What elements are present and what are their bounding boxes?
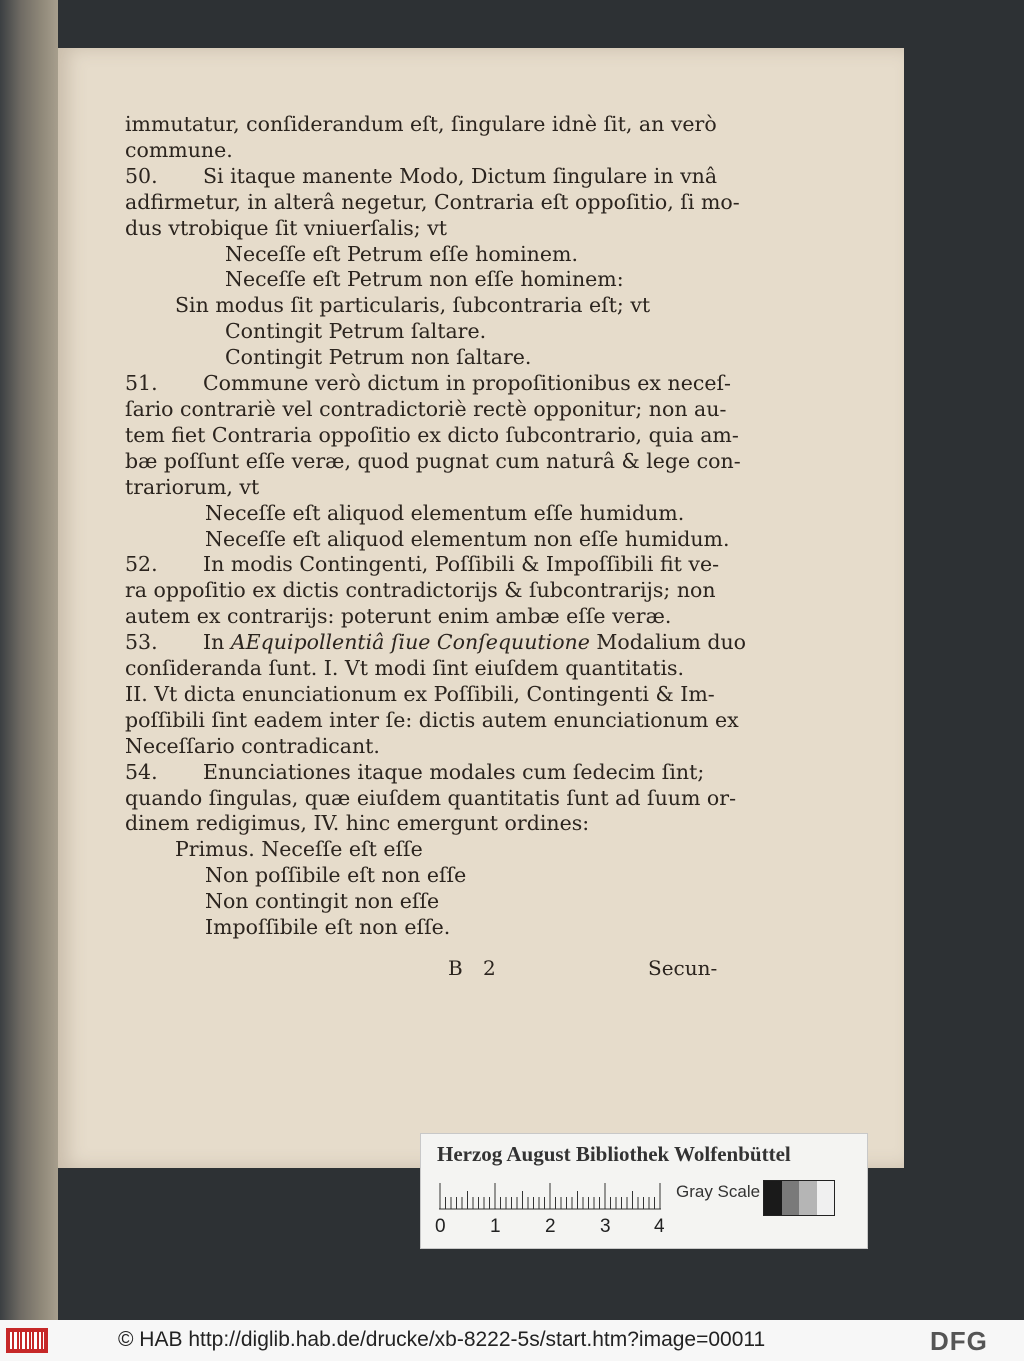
- text-line: [125, 863, 725, 889]
- line-text: II. Vt dicta enunciationum ex Poſſibili, Contingenti & Im-: [125, 681, 715, 706]
- line-text: conſideranda ſunt. I. Vt modi ſint eiuſdem quantitatis.: [125, 656, 685, 681]
- line-text: Contingit Petrum ſaltare.: [225, 319, 487, 344]
- text-line: [125, 448, 741, 475]
- line-text: Non poſſibile eſt non eſſe: [205, 863, 467, 888]
- line-text: Neceſſe eſt aliquod elementum non eſſe humidum.: [205, 526, 730, 551]
- line-text: immutatur, conſiderandum eſt, ſingulare idnè ſit, an verò: [125, 112, 717, 136]
- line-text: quando ſingulas, quæ eiuſdem quantitatis ſunt ad ſuum or-: [125, 785, 736, 810]
- footer-bar: [0, 1320, 1024, 1361]
- text-line: [125, 630, 747, 656]
- dfg-logo: DFG: [930, 1326, 988, 1356]
- text-line: [125, 682, 725, 708]
- paragraph-number: 50.: [125, 163, 158, 188]
- ruler-scale: [439, 1182, 661, 1210]
- line-text: trariorum, vt: [125, 474, 260, 499]
- text-line: [125, 889, 725, 915]
- text-line: [125, 371, 731, 397]
- paragraph-number: 53.: [125, 630, 158, 655]
- paragraph-number: 52.: [125, 552, 158, 577]
- gray-scale-swatches: [763, 1180, 835, 1216]
- text-line: [125, 837, 725, 863]
- text-line: [125, 397, 725, 423]
- text-line: [125, 422, 739, 449]
- line-text: adfirmetur, in alterâ negetur, Contraria eſt oppoſitio, ſi mo-: [125, 189, 740, 214]
- text-line: [125, 552, 725, 578]
- text-line: [125, 578, 725, 604]
- gray-scale-label: Gray Scale: [676, 1182, 761, 1201]
- text-line: [125, 138, 725, 164]
- text-line: [125, 656, 725, 682]
- color-target-card: [420, 1133, 868, 1249]
- gray-swatch: [764, 1181, 782, 1215]
- text-line: [125, 707, 739, 734]
- ruler-label-4: 4: [654, 1216, 665, 1237]
- text-line: [125, 189, 740, 216]
- line-text: poſſibili ſint eadem inter ſe: dictis autem enunciationum ex: [125, 707, 739, 732]
- line-text: autem ex contrarijs: poterunt enim ambæ eſſe veræ.: [125, 604, 672, 629]
- paragraph-number: 51.: [125, 371, 158, 396]
- library-name: Herzog August Bibliothek Wolfenbüttel: [437, 1142, 791, 1166]
- line-text: tem fiet Contraria oppoſitio ex dicto ſubcontrario, quia am-: [125, 422, 739, 447]
- line-text: Neceſſe eſt Petrum eſſe hominem.: [225, 241, 578, 266]
- text-line: [125, 293, 725, 319]
- text-line: [125, 216, 725, 242]
- line-text: In: [203, 630, 231, 655]
- line-text: ſario contrariè vel contradictoriè rectè opponitur; non au-: [125, 396, 727, 421]
- text-line: [125, 604, 725, 630]
- gray-swatch: [782, 1181, 800, 1215]
- line-text: Si itaque manente Modo, Dictum ſingulare in vnâ: [203, 163, 718, 188]
- line-text: Neceſſe eſt aliquod elementum eſſe humidum.: [205, 500, 685, 525]
- line-text: Modalium duo: [589, 630, 747, 655]
- text-line: [125, 112, 725, 138]
- italic-term: AEquipollentiâ ſiue Conſequutione: [230, 630, 590, 655]
- text-line: [125, 915, 725, 941]
- text-line: [125, 785, 736, 812]
- ruler-label-0: 0: [435, 1216, 446, 1237]
- line-text: ra oppoſitio ex dictis contradictorijs & ſubcontrarijs; non: [125, 578, 716, 603]
- line-text: In modis Contingenti, Poſſibili & Impoſſibili fit ve-: [203, 552, 720, 577]
- line-text: Contingit Petrum non ſaltare.: [225, 345, 532, 370]
- catchword: Secun-: [648, 956, 718, 980]
- copyright-url-link[interactable]: © HAB http://diglib.hab.de/drucke/xb-8222-5s/start.htm?image=00011: [118, 1328, 766, 1351]
- ruler-label-1: 1: [490, 1216, 501, 1237]
- line-text: dinem redigimus, IV. hinc emergunt ordines:: [125, 811, 590, 836]
- line-text: Non contingit non eſſe: [205, 889, 440, 914]
- text-line: [125, 760, 725, 786]
- signature-mark: B 2: [448, 956, 496, 980]
- text-line: [125, 811, 725, 837]
- line-text: commune.: [125, 137, 233, 162]
- paragraph-number: 54.: [125, 759, 158, 784]
- line-text: Enunciationes itaque modales cum ſedecim ſint;: [203, 759, 705, 784]
- line-text: Impoſſibile eſt non eſſe.: [205, 915, 451, 940]
- gray-swatch: [817, 1181, 835, 1215]
- gray-swatch: [799, 1181, 817, 1215]
- ruler-label-2: 2: [545, 1216, 556, 1237]
- text-line: [125, 319, 725, 345]
- text-line: [125, 734, 725, 760]
- page-text: [125, 112, 747, 941]
- text-line: [125, 164, 725, 190]
- line-text: Neceſſario contradicant.: [125, 733, 380, 758]
- text-line: [125, 501, 725, 527]
- line-text: Neceſſe eſt Petrum non eſſe hominem:: [225, 267, 624, 292]
- text-line: [125, 267, 725, 293]
- text-line: [125, 475, 725, 501]
- line-text: bæ poſſunt eſſe veræ, quod pugnat cum naturâ & lege con-: [125, 448, 741, 473]
- ruler-label-3: 3: [600, 1216, 611, 1237]
- line-text: Commune verò dictum in propoſitionibus ex neceſ-: [203, 371, 731, 396]
- text-line: [125, 345, 725, 371]
- text-line: [125, 242, 725, 268]
- line-text: Sin modus ſit particularis, ſubcontraria eſt; vt: [175, 293, 651, 318]
- hab-barcode-logo-icon: [6, 1328, 48, 1353]
- text-line: [125, 526, 730, 553]
- line-text: dus vtrobique ſit vniuerſalis; vt: [125, 215, 448, 240]
- book-spine-edge: [0, 0, 58, 1320]
- line-text: Primus. Neceſſe eſt eſſe: [175, 837, 423, 862]
